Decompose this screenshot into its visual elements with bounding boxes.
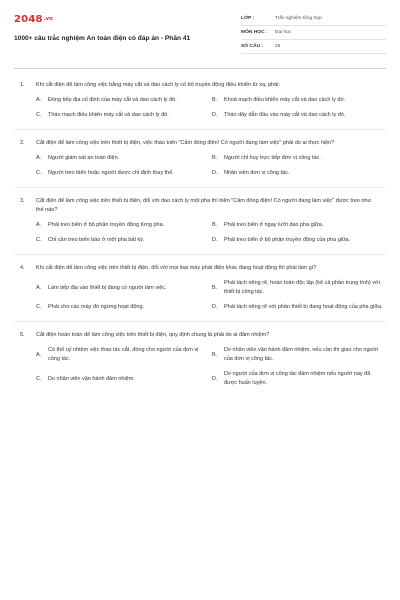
- question-separator: [14, 254, 386, 255]
- option-letter: D.: [212, 112, 218, 118]
- option-letter: C.: [36, 375, 42, 382]
- answer-option[interactable]: [212, 303, 384, 312]
- answer-option[interactable]: [36, 169, 208, 178]
- option-text: Do người của đơn vị công tác đảm nhiệm nếu người này đã được huấn luyện.: [224, 371, 371, 386]
- document-title: 1000+ câu trắc nghiệm An toàn điện có đáp án - Phần 41: [14, 35, 191, 42]
- option-text: Có thể uỷ nhiệm việc thao tác cắt, đóng cho người của đơn vị công tác.: [48, 347, 199, 362]
- question-head: [14, 139, 386, 148]
- option-text: Phải tách riêng rẽ, hoàn toàn độc lập (kể cả phần trung tính) với thiết bị công tác.: [224, 280, 380, 295]
- option-text: Tháo dây dẫn đầu vào máy cắt và dao cách ly đó.: [224, 112, 346, 118]
- option-grid: [36, 279, 386, 312]
- option-letter: A.: [36, 155, 42, 161]
- answer-option[interactable]: [36, 221, 208, 230]
- answer-option[interactable]: [212, 154, 384, 163]
- question-list: [14, 69, 386, 388]
- question-text: Cắt điện hoàn toàn để làm công việc trên thiết bị điện, quy định chung là phải do ai đảm nhiệm?: [36, 332, 270, 338]
- option-letter: B.: [212, 351, 218, 358]
- question-item: [14, 331, 386, 388]
- question-number: 5.: [20, 332, 25, 338]
- meta-value: Đại học: [275, 30, 292, 35]
- question-number: 2.: [20, 140, 25, 146]
- option-text: Nhân viên đơn vị công tác.: [224, 170, 290, 176]
- question-number: 1.: [20, 82, 25, 88]
- option-text: Tháo mạch điều khiển máy cắt và dao cách ly đó.: [48, 112, 169, 118]
- option-text: Chỉ cần treo biển báo ở một pha bất kỳ.: [48, 237, 145, 243]
- question-head: [14, 264, 386, 273]
- option-letter: A.: [36, 351, 42, 358]
- option-text: Phải treo biển ở bộ phận truyền động từng pha.: [48, 222, 165, 228]
- question-head: [14, 81, 386, 90]
- question-text: Cắt điện để làm công việc trên thiết bị điện, việc tháo biển "Cấm đóng điện! Có người đang làm việc" phải do ai thực hiện?: [36, 140, 335, 146]
- option-letter: C.: [36, 237, 42, 243]
- option-text: Do nhân viên vận hành đảm nhiệm.: [48, 375, 135, 382]
- brand-block: [14, 14, 224, 62]
- question-item: [14, 139, 386, 188]
- answer-option[interactable]: [36, 346, 208, 364]
- option-letter: B.: [212, 284, 218, 291]
- question-text: Khi cắt điện để làm công việc trên thiết bị điện, đối với mọi loại máy phát điện khác đang hoạt động thì phải làm gì?: [36, 265, 317, 271]
- site-logo[interactable]: [14, 14, 224, 25]
- meta-label: MÔN HỌC :: [241, 30, 268, 35]
- option-text: Phải cho các máy đó ngừng hoạt động.: [48, 304, 145, 310]
- question-item: [14, 81, 386, 130]
- option-letter: A.: [36, 284, 42, 291]
- option-letter: A.: [36, 222, 42, 228]
- option-letter: C.: [36, 112, 42, 118]
- question-separator: [14, 129, 386, 130]
- option-letter: B.: [212, 97, 218, 103]
- option-grid: [36, 96, 386, 120]
- answer-option[interactable]: [212, 96, 384, 105]
- meta-label: SỐ CÂU :: [241, 44, 264, 49]
- answer-option[interactable]: [36, 111, 208, 120]
- answer-option[interactable]: [212, 111, 384, 120]
- question-number: 3.: [20, 198, 25, 204]
- option-letter: C.: [36, 304, 42, 310]
- answer-option[interactable]: [212, 169, 384, 178]
- option-text: Người giám sát an toàn điện.: [48, 155, 120, 161]
- meta-row-class: [241, 12, 386, 26]
- question-item: [14, 264, 386, 322]
- meta-row-count: [241, 40, 386, 54]
- option-text: Làm tiếp địa vào thiết bị đang có người làm việc.: [48, 284, 167, 291]
- question-item: [14, 197, 386, 255]
- question-head: [14, 197, 386, 215]
- answer-option[interactable]: [212, 236, 384, 245]
- answer-option[interactable]: [212, 279, 384, 297]
- option-letter: D.: [212, 237, 218, 243]
- meta-table: [241, 12, 386, 62]
- option-text: Phải treo biển ở ngay lưỡi dao pha giữa.: [224, 222, 324, 228]
- option-letter: D.: [212, 170, 218, 176]
- answer-option[interactable]: [212, 346, 384, 364]
- meta-label: LỚP :: [241, 16, 255, 21]
- option-text: Do nhân viên vận hành đảm nhiệm, nếu cần thì giao cho người của đơn vị công tác.: [224, 347, 379, 362]
- answer-option[interactable]: [212, 221, 384, 230]
- document-header: [14, 0, 386, 62]
- option-grid: [36, 221, 386, 245]
- answer-option[interactable]: [36, 279, 208, 297]
- meta-row-subject: [241, 26, 386, 40]
- option-text: Người chỉ huy trực tiếp đơn vị công tác.: [224, 155, 321, 161]
- option-text: Đóng tiếp địa cố định của máy cắt và dao cách ly đó.: [48, 97, 177, 103]
- option-letter: B.: [212, 155, 218, 161]
- option-letter: D.: [212, 375, 218, 382]
- answer-option[interactable]: [36, 303, 208, 312]
- answer-option[interactable]: [36, 154, 208, 163]
- question-text: Cắt điện để làm công việc trên thiết bị điện, đối với dao cách ly một pha thì biển "Cấm đóng điện! Có người đang làm việc" được treo như thế nào?: [36, 198, 372, 213]
- question-number: 4.: [20, 265, 25, 271]
- option-letter: D.: [212, 304, 218, 310]
- question-separator: [14, 187, 386, 188]
- option-text: Phải tách riêng rẽ với phần thiết bị đang hoạt động của pha giữa.: [224, 304, 383, 310]
- logo-suffix-text: .vn: [43, 16, 53, 22]
- option-grid: [36, 346, 386, 388]
- option-letter: B.: [212, 222, 218, 228]
- logo-main-text: 2048: [14, 14, 43, 25]
- question-text: Khi cắt điện để làm công việc bằng máy cắt và dao cách ly có bộ truyền động điều khiển từ xa, phải:: [36, 82, 280, 88]
- answer-option[interactable]: [36, 96, 208, 105]
- answer-option[interactable]: [36, 370, 208, 388]
- option-text: Người treo biển hoặc người được chỉ định thay thế.: [48, 170, 174, 176]
- option-letter: A.: [36, 97, 42, 103]
- question-separator: [14, 321, 386, 322]
- option-grid: [36, 154, 386, 178]
- option-text: Phải treo biển ở bộ phận truyền động của pha giữa.: [224, 237, 351, 243]
- answer-option[interactable]: [212, 370, 384, 388]
- question-head: [14, 331, 386, 340]
- meta-value: 25: [275, 44, 281, 49]
- meta-value: Trắc nghiệm tổng hợp: [275, 16, 322, 21]
- answer-option[interactable]: [36, 236, 208, 245]
- option-letter: C.: [36, 170, 42, 176]
- option-text: Khoá mạch điều khiển máy cắt và dao cách ly đó.: [224, 97, 346, 103]
